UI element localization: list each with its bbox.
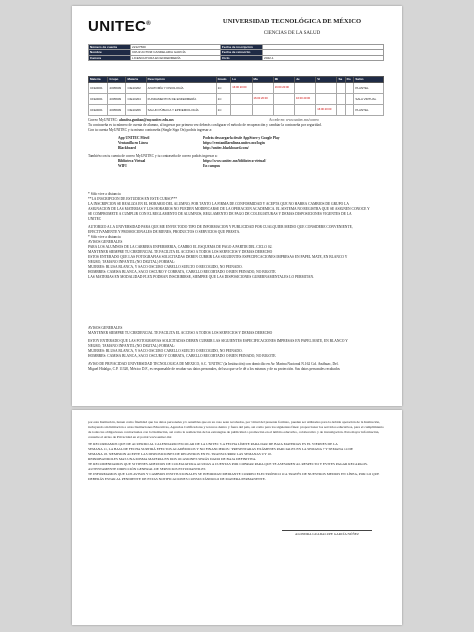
service-row: [88, 146, 386, 151]
cell: ANATOMÍA Y FISIOLOGÍA: [146, 82, 216, 93]
services-list: [88, 136, 386, 169]
service-name: WIFI: [118, 164, 127, 169]
cell: [273, 104, 294, 115]
notice-line: NEGRO, TAMAÑO INFANTIL (NO DIGITAL) FORMAL:: [88, 344, 176, 348]
terms-line: **LA INSCRIPCIÓN DE ESTUDIOS EN ESTE CURSO***: [88, 197, 178, 201]
service-name: App UNITEC Móvil: [118, 136, 150, 140]
cell: [252, 82, 273, 93]
cell: 4305909: [108, 82, 126, 93]
document-page-1: [72, 6, 402, 406]
cell: CFE0001: [89, 93, 108, 104]
terms-line: SE COMPROMETE A CUMPLIR CON EL REGLAMENTO DE ALUMNOS, REGLAMENTO DE PAGO DE COLEGIATURAS Y DEMÁS DISPOSICIONES VIGENTES DE LA: [88, 212, 352, 216]
column-header: Sa: [337, 77, 345, 83]
unitec-logo: UNITEC®: [88, 18, 152, 35]
paragraph: TE INFORMAMOS QUE LOS AVISOS Y CAMBIOS INSTITUCIONALES SE INFORMAN MEDIANTE CORREO ELECTRÓNICO O A TRAVÉS DE NUESTROS MEDIOS EN LÍNEA, POR LO QUE DEBERÁS ESTAR AL PENDIENTE DE ESTAS NOTIFICACIONES CONSULTÁNDOLO DE MANERA PERMANENTE.: [88, 472, 380, 481]
cell: [294, 82, 315, 93]
cell: [345, 104, 354, 115]
contact-section: [88, 118, 386, 134]
privacy-continuation: [88, 420, 386, 482]
paragraph-line: TE RECORDAMOS QUE DE ACUERDO AL CALENDARIO ESCOLAR DE LA UNITEC 'LA FECHA LÍMITE PARA DAR DE BAJA MATERIAS ES EL VIERNES DE LA: [88, 442, 338, 446]
column-header: Materia: [89, 77, 108, 83]
column-header: Salón: [354, 77, 384, 83]
terms-line: HOMBRES: CAMISA BLANCA, SACO OSCURO Y CORBATA, CABELLO RECORTADO O BIEN PEINADO, NO BIGOTE.: [88, 270, 277, 274]
cell: 16:00 20:00: [316, 104, 337, 115]
student-info-table: [88, 44, 384, 61]
cell: [345, 93, 354, 104]
notices-section: [88, 326, 386, 372]
paragraph-line: AUTENTAMENTE DIRECCIÓN GENERAL DE SERVICIOS ESTUDIANTILES: [88, 467, 206, 471]
university-title: UNIVERSIDAD TECNOLÓGICA DE MÉXICO: [222, 18, 362, 25]
cell: CIE10206: [126, 104, 146, 115]
paragraph-line: REPROBANDOLES MAS UNA MISMA MATERIA EN DOS OCASIONES SERÁS DADO DE BAJA DEFINITIVA.: [88, 457, 257, 461]
cell: 4305909: [108, 104, 126, 115]
notice-line: MUJERES: BLUSA BLANCA, Y SACO OSCURO CABELLO SUELTO O RECOGIDO, NO PEINADO.: [88, 349, 243, 353]
cell: [231, 104, 252, 115]
cell: [316, 93, 337, 104]
cell: [273, 93, 294, 104]
notice-line: AVISO DE PRIVACIDAD UNIVERSIDAD TECNOLÓGICA DE MÉXICO, S.C. 'UNITEC' (la Institución) con domicilio en Av. Marina Nacional N.162 Col. Anáhuac, Del.: [88, 362, 339, 366]
terms-line: ESTOS ENTERADO QUE LAS FOTOGRAFÍAS SOLICITADAS DEBEN CUBRIR LAS SIGUIENTES ESPECIFICACIONES IMPRESAS EN PAPEL MATE, EN BLANCO Y: [88, 255, 348, 259]
password-note: Tu contraseña es tu número de cuenta de alumno, al ingresar por primera vez deberás configurar el método de recuperación y cambiar la contraseña por seguridad.: [88, 123, 322, 128]
terms-line: * Sólo vive a distancia: [88, 235, 121, 239]
info-value: 22127560: [131, 45, 221, 50]
paragraph-line: SEMANA 11, LA BAJA DE FECHA SURTIRÁ EFECTOS ACADÉMICOS Y NO FINANCIEROS.' 'PRESENTARAS EXÁMENES PARCIALES EN LA SEMANA 7 Y SEMANA 14 DE: [88, 447, 353, 451]
notice-line: Miguel Hidalgo, C.P. 11320, México D.F., es responsable de recabar sus datos personales, del uso que se le dé a los mismos y de su protección. Sus datos personales recabados: [88, 367, 340, 371]
column-header: Descripción: [146, 77, 216, 83]
terms-line: UNITEC: [88, 217, 102, 221]
email-link[interactable]: alondra.gunban@my.unitec.edu.mx: [118, 118, 174, 122]
cell: SALA VIRTUAL: [354, 93, 384, 104]
cell: FUNDAMENTOS DE ENFERMERÍA: [146, 93, 216, 104]
service-name: Biblioteca Virtual: [118, 158, 146, 163]
terms-line: MANTENER SIEMPRE TU CREDENCIAL TE FACILITA EL ACCESO A TODOS LOS SERVICIOS Y DEMÁS DERECHO: [88, 250, 273, 254]
department-title: CIENCIAS DE LA SALUD: [263, 31, 321, 36]
terms-section: [88, 192, 386, 280]
cell: [252, 104, 273, 115]
cell: 16:00 20:00: [252, 93, 273, 104]
info-label: Ciclo: [221, 55, 263, 60]
cell: 4305909: [108, 93, 126, 104]
info-label: Número de cuenta: [89, 45, 131, 50]
terms-line: EFECTIVAMENTE Y PROMOCIONALES DE BIENES, PRODUCTOS O SERVICIOS QUE PRESTA.: [88, 230, 241, 234]
sso-note: Con tu cuenta MyUNITEC y tu mismo contraseña (Single Sign On) podrás ingresar a:: [88, 128, 213, 133]
info-label: Carrera: [89, 55, 131, 60]
cell: [337, 93, 345, 104]
column-header: Vi: [316, 77, 337, 83]
column-header: Materia: [126, 77, 146, 83]
schedule-table: [88, 76, 384, 116]
service-link[interactable]: https://ventanillaenlinea.unitec.mx/login: [203, 141, 265, 146]
cell: [294, 104, 315, 115]
email-label: Correo MyUNITEC:: [88, 118, 119, 122]
info-value: 2022-1: [263, 55, 384, 60]
signature-block: [282, 530, 372, 536]
notice-line: ESTOY ENTERADO QUE LAS FOTOGRAFÍAS SOLICITADAS DEBEN CUBRIR LAS SIGUIENTES ESPECIFICACIONES IMPRESAS EN PAPEL MATE, EN BLANCO Y: [88, 339, 348, 343]
email-url[interactable]: Accede en: www.unitec.mx/correo: [268, 118, 319, 122]
signature-line: [282, 530, 372, 531]
table-row: [89, 104, 384, 115]
document-page-2: [72, 410, 402, 625]
info-value: CRUZ ACTRIZ CANDELARIA GARCÍA: [131, 50, 221, 55]
column-header: Mi: [273, 77, 294, 83]
terms-line: * Sólo vive a distancia: [88, 192, 121, 196]
column-header: Grupo: [108, 77, 126, 83]
signature-name: ALONDRA GUADALUPE GARCÍA NÚÑEZ: [295, 532, 359, 536]
terms-line: NEGRO, TAMAÑO INFANTIL (NO DIGITAL) FORMAL:: [88, 260, 176, 264]
table-row: [89, 82, 384, 93]
info-label: Fecha de reinscrito: [221, 50, 263, 55]
terms-line: LA INSCRIPCIÓN SE REALIZA EN EL HORARIO DEL ALUMNO, POR TANTO LA FIRMA DE CONFORMIDAD Y ACEPTA QUE NO HABRÁ CAMBIOS DE GRUPO LA: [88, 202, 349, 206]
service-desc: En campus: [203, 164, 221, 169]
paragraph: por esta Institución, tienen como finalidad que los datos personales y/o sensibles que en su caso sean recabados, por virtud del presente formato, pueden ser utilizados para la debida operación de la Institución, incluyendo sin limitación a otras Instituciones Educativas, Agencias Calificadoras y terceros dentro y fuera del país, así como para los siguientes fines: proporcionar los servicios educativos, para el cumplimiento de todas las obligaciones contractuales con la Institución, así como la realización de las estrategias de publicidad o promoción en el ámbito educativo, colaborativo y de investigación. Para mayor información, consulte el Aviso de Privacidad en el portal www.unitec.mx: [88, 420, 384, 439]
cell: 16:00 20:00: [273, 82, 294, 93]
cell: 1C: [216, 104, 231, 115]
cell: CIE10204: [126, 93, 146, 104]
service-link[interactable]: https://www.unitec.mx/biblioteca-virtual/: [203, 158, 267, 163]
notice-line: MANTENER SIEMPRE TU CREDENCIAL TE FACILITA EL ACCESO A TODOS LOS SERVICIOS Y DEMÁS DERECHO: [88, 331, 273, 335]
cell: 1C: [216, 93, 231, 104]
column-header: Lu: [231, 77, 252, 83]
info-label: Fecha de inscripción: [221, 45, 263, 50]
services-note: También con tu cuenta de correo MyUNITEC y tu contraseña de correo podrás ingresar a:: [88, 153, 218, 158]
notice-line: AVISOS GENERALES: [88, 326, 123, 330]
cell: CFE0001: [89, 104, 108, 115]
cell: 16:00 20:00: [294, 93, 315, 104]
cell: [337, 82, 345, 93]
cell: PLANTEL: [354, 104, 384, 115]
terms-line: AVISOS GENERALES: [88, 240, 123, 244]
info-label: Nombre: [89, 50, 131, 55]
column-header: Do: [345, 77, 354, 83]
cell: CFE0001: [89, 82, 108, 93]
cell: [231, 93, 252, 104]
column-header: Ju: [294, 77, 315, 83]
table-row: [89, 93, 384, 104]
notice-line: HOMBRES: CAMISA BLANCA, SACO OSCURO Y CORBATA, CABELLO RECORTADO O BIEN PEINADO, NO BIGOTE.: [88, 354, 277, 358]
info-value: LICENCIATURA EN ENFERMERÍA: [131, 55, 221, 60]
terms-line: MUJERES: BLUSA BLANCA, Y SACO OSCURO CABELLO SUELTO O RECOGIDO, NO PEINADO.: [88, 265, 243, 269]
terms-line: AUTORIZO A LA UNIVERSIDAD PARA QUE ME ENVÍE TODO TIPO DE INFORMACIÓN Y PUBLICIDAD POR CUALQUIER MEDIO QUE CONSIDERE CONVENIENTE,: [88, 225, 353, 229]
column-header: Grado: [216, 77, 231, 83]
terms-line: PARA LOS ALUMNOS DE LA CARRERA ENFERMERÍA, CAMBIO EL ESQUEMA DE PAGO A PARTIR DEL CICLO 02.: [88, 245, 273, 249]
column-header: Ma: [252, 77, 273, 83]
service-name: Ventanilla en Línea: [118, 141, 148, 146]
cell: 1C: [216, 82, 231, 93]
service-name: Blackboard: [118, 146, 136, 151]
cell: SALUD PÚBLICA Y EPIDEMIOLOGÍA: [146, 104, 216, 115]
service-desc: Podrás descargarla desde AppStore y Google Play: [203, 136, 280, 140]
service-link[interactable]: http://unitec.blackboard.com/: [203, 146, 249, 151]
cell: [316, 82, 337, 93]
service-row: [88, 164, 386, 169]
terms-line: ASIGNACIÓN DE LAS MATERIAS Y LOS HORARIOS NO PUEDEN MODIFICARSE DE LA OPERACIÓN ACADÉMICA. EL SISTEMA NO REGISTRA QUE SE ASIGNEN CONOCE Y: [88, 207, 370, 211]
paragraph: TE RECOMENDAMOS QUE SI TIENES ADEUDOS DE COLEGIATURA ACUDAS A CUENTAS POR COBRAR PARA QUE TE ASESOREN AL RESPECTO Y EVITES PAGAR RECARGOS.: [88, 462, 368, 466]
cell: [345, 82, 354, 93]
cell: PLANTEL: [354, 82, 384, 93]
terms-line: LAS MATERIAS EN MODALIDAD FLEX PODRÁN INSCRIBIRSE, SIEMPRE QUE LAS DISPOSICIONES GUBERNAMENTALES LO PERMITAN.: [88, 275, 314, 279]
info-row: [89, 55, 384, 60]
paragraph-line: SEMANA 18. 'REMISION ACEPTE LAS DISPOSICIONES DE REGISTROS EN EL TRANSCURRIR LAS SEMANAS 9 Y 10.: [88, 452, 272, 456]
cell: 16:00 20:00: [231, 82, 252, 93]
cell: CIE10202: [126, 82, 146, 93]
cell: [337, 104, 345, 115]
